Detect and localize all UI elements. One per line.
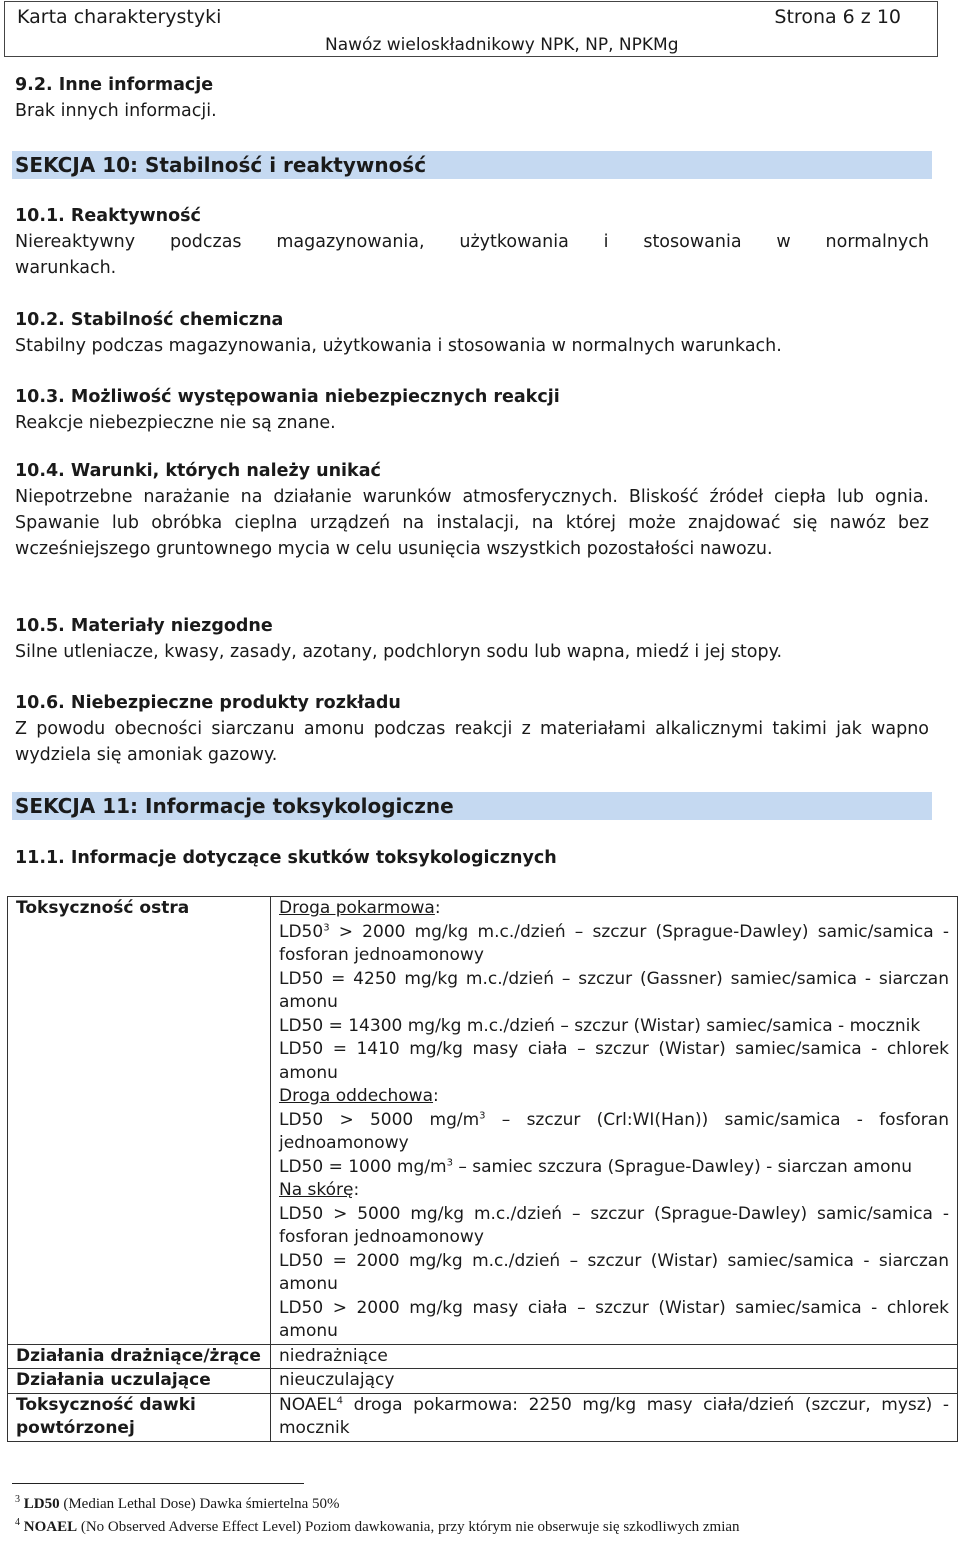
subsection-9-2 (15, 72, 929, 124)
data-line: LD50 > 5000 mg/kg m.c./dzień – szczur (Sprague-Dawley) samic/samica - fosforan jednoamonowy (279, 1203, 949, 1247)
subsection-text: Niereaktywny podczas magazynowania, użytkowania i stosowania w normalnych (15, 232, 929, 252)
route-label: Droga pokarmowa (279, 898, 435, 918)
product-name: Nawóz wieloskładnikowy NPK, NP, NPKMg (325, 35, 679, 55)
superscript: 3 (479, 1109, 486, 1121)
subsection-heading: 10.6. Niebezpieczne produkty rozkładu (15, 693, 401, 713)
data-line: LD50 = 2000 mg/kg m.c./dzień – szczur (Wistar) samiec/samica - siarczan amonu (279, 1250, 949, 1294)
table-row (8, 1393, 958, 1441)
subsection-heading: 10.1. Reaktywność (15, 206, 201, 226)
footnote-3: $^3$ LD50 (Median Lethal Dose) Dawka śmiertelna 50% (15, 1494, 340, 1512)
row-value: niedrażniące (271, 1344, 958, 1369)
data-line: LD50 = 14300 mg/kg m.c./dzień – szczur (Wistar) samiec/samica - mocznik (279, 1015, 921, 1036)
footnote-ref: 3 (323, 921, 330, 933)
footnote-4: $^4$ NOAEL (No Observed Adverse Effect Level) Poziom dawkowania, przy którym nie obserwuje się szkodliwych zmian (15, 1517, 740, 1535)
route-label: Droga oddechowa (279, 1086, 434, 1106)
footnote-ref: 4 (336, 1394, 344, 1406)
subsection-10-5 (15, 613, 929, 665)
route-label: Na skórę (279, 1180, 354, 1200)
subsection-10-2 (15, 307, 929, 359)
subsection-text: Silne utleniacze, kwasy, zasady, azotany, podchloryn sodu lub wapna, miedź i jej stopy. (15, 642, 783, 662)
subsection-10-3 (15, 384, 929, 436)
subsection-heading: 10.4. Warunki, których należy unikać (15, 461, 381, 481)
row-label: Działania drażniące/żrące (8, 1344, 271, 1369)
page-number: Strona 6 z 10 (774, 6, 901, 28)
subsection-text: Z powodu obecności siarczanu amonu podczas reakcji z materiałami alkalicznymi takimi jak wapno wydziela się amoniak gazowy. (15, 719, 929, 765)
row-value: Droga pokarmowa: $LD50^3 > 2000$ mg/kg m.c./dzień – szczur (Sprague-Dawley) samic/samica - fosforan jednoamonowy LD50 = 4250 mg/kg m.c./dzień – szczur (Gassner) samiec/samica - siarczan amonu LD50 = 14300 mg/kg m.c./dzień – szczur (Wistar) samiec/samica - mocznik LD50 = 1410 mg/kg masy ciała – szczur (Wistar) samiec/samica - chlorek amonu Droga oddechowa: LD50 > 5000 $mg/m^3$ – szczur (Crl:WI(Han)) samic/samica - fosforan jednoamonowy LD50 = 1000 $mg/m^3$ – samiec szczura (Sprague-Dawley) - siarczan amonu Na skórę: LD50 > 5000 mg/kg m.c./dzień – szczur (Sprague-Dawley) samic/samica - fosforan jednoamonowy LD50 = 2000 mg/kg m.c./dzień – szczur (Wistar) samiec/samica - siarczan amonu LD50 > 2000 mg/kg masy ciała – szczur (Wistar) samiec/samica - chlorek amonu (271, 897, 958, 1345)
data-line: LD50 = 1410 mg/kg masy ciała – szczur (Wistar) samiec/samica - chlorek amonu (279, 1039, 949, 1083)
subsection-text-cont: warunkach. (15, 258, 117, 278)
page-header (4, 1, 938, 57)
superscript: 3 (446, 1156, 453, 1168)
toxicology-table (7, 896, 958, 1442)
table-row (8, 1344, 958, 1369)
subsection-heading: 10.5. Materiały niezgodne (15, 616, 273, 636)
subsection-text: Niepotrzebne narażanie na działanie warunków atmosferycznych. Bliskość źródeł ciepła lub ognia. Spawanie lub obróbka cieplna urządzeń na instalacji, na której może znajdować się nawóz bez wcześniejszego gruntownego mycia w celu usunięcia wszystkich pozostałości nawozu. (15, 487, 929, 559)
document-title: Karta charakterystyki (17, 6, 222, 28)
section-10-title: SEKCJA 10: Stabilność i reaktywność (12, 151, 932, 179)
subsection-heading: 10.3. Możliwość występowania niebezpiecznych reakcji (15, 387, 560, 407)
row-value: NOAEL$^4$ droga pokarmowa: 2250 mg/kg masy ciała/dzień (szczur, mysz) - mocznik (271, 1393, 958, 1441)
subsection-heading: 9.2. Inne informacje (15, 75, 214, 95)
row-label: Działania uczulające (8, 1369, 271, 1394)
data-line: LD50 = 1000 $mg/m^3$ – samiec szczura (Sprague-Dawley) - siarczan amonu (279, 1156, 913, 1177)
subsection-11-1 (15, 845, 929, 871)
subsection-text: Stabilny podczas magazynowania, użytkowania i stosowania w normalnych warunkach. (15, 336, 782, 356)
subsection-heading: 11.1. Informacje dotyczące skutków toksykologicznych (15, 848, 557, 868)
subsection-heading: 10.2. Stabilność chemiczna (15, 310, 284, 330)
data-line: $LD50^3 > 2000$ mg/kg m.c./dzień – szczur (Sprague-Dawley) samic/samica - fosforan jednoamonowy (279, 921, 949, 965)
table-row (8, 1369, 958, 1394)
section-11-title: SEKCJA 11: Informacje toksykologiczne (12, 792, 932, 820)
subsection-text: Reakcje niebezpieczne nie są znane. (15, 413, 336, 433)
footnote-divider (12, 1483, 304, 1484)
row-label: Toksyczność dawki powtórzonej (8, 1393, 271, 1441)
row-value: nieuczulający (271, 1369, 958, 1394)
subsection-10-1 (15, 203, 929, 281)
data-line: LD50 = 4250 mg/kg m.c./dzień – szczur (Gassner) samiec/samica - siarczan amonu (279, 968, 949, 1012)
table-row (8, 897, 958, 1345)
subsection-10-6 (15, 690, 929, 768)
row-label: Toksyczność ostra (8, 897, 271, 1345)
subsection-10-4 (15, 458, 929, 562)
data-line: LD50 > 2000 mg/kg masy ciała – szczur (Wistar) samiec/samica - chlorek amonu (279, 1297, 949, 1341)
data-line: LD50 > 5000 $mg/m^3$ – szczur (Crl:WI(Han)) samic/samica - fosforan jednoamonowy (279, 1109, 949, 1153)
subsection-text: Brak innych informacji. (15, 101, 217, 121)
